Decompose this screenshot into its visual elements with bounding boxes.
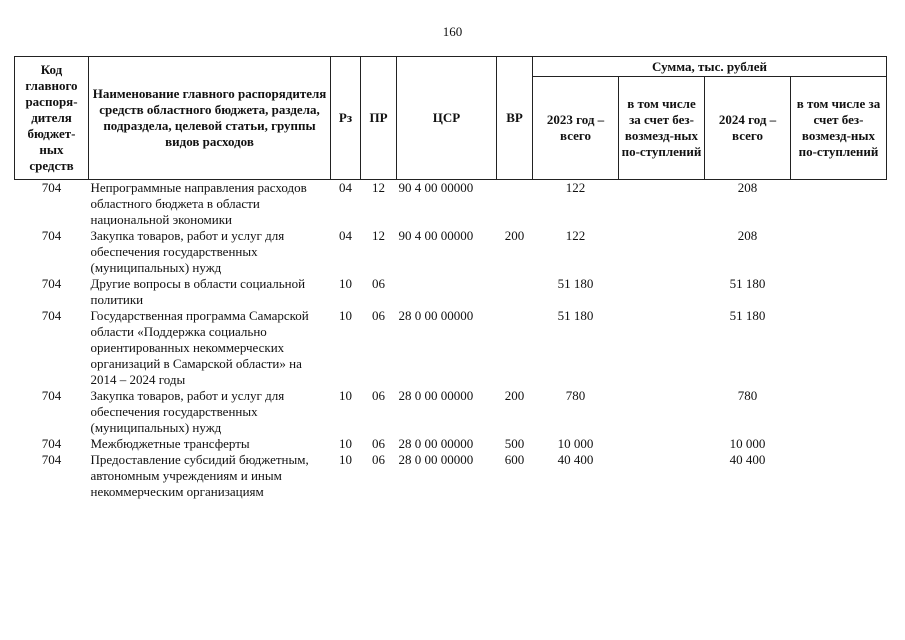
cell-2023-total: 10 000 xyxy=(557,436,594,451)
cell-vr: 200 xyxy=(504,228,525,243)
cell-csr xyxy=(397,276,497,308)
cell-2024-incl xyxy=(791,388,887,436)
page-number: 160 xyxy=(442,24,463,39)
cell-2023-total: 122 xyxy=(565,180,586,195)
cell-vr: 500 xyxy=(504,436,525,451)
cell-name: Межбюджетные трансферты xyxy=(90,436,250,451)
header-2023-total: 2023 год – всего xyxy=(533,77,619,180)
table-row xyxy=(15,180,887,229)
cell-csr: 90 4 00 00000 xyxy=(398,228,474,243)
cell-2024-incl xyxy=(791,276,887,308)
cell-2023-total: 51 180 xyxy=(557,308,594,323)
cell-code: 704 xyxy=(41,276,62,291)
cell-2024-total: 51 180 xyxy=(729,276,766,291)
table-row xyxy=(15,228,887,276)
cell-2024-incl xyxy=(791,452,887,500)
cell-csr: 28 0 00 00000 xyxy=(398,452,474,467)
header-csr: ЦСР xyxy=(397,57,497,180)
table-header xyxy=(15,57,887,180)
cell-code: 704 xyxy=(41,452,62,467)
cell-rz: 04 xyxy=(339,228,352,243)
cell-code: 704 xyxy=(41,180,62,195)
header-2023-incl: в том числе за счет без-возмезд-ных по-ступлений xyxy=(619,77,705,180)
cell-2023-incl xyxy=(619,276,705,308)
cell-name: Предоставление субсидий бюджетным, автономным учреждениям и иным некоммерческим организациям xyxy=(90,452,309,499)
header-2024-incl: в том числе за счет без-возмезд-ных по-ступлений xyxy=(791,77,887,180)
cell-vr: 200 xyxy=(504,388,525,403)
cell-rz: 10 xyxy=(339,436,352,451)
cell-vr xyxy=(497,308,533,388)
cell-pr: 06 xyxy=(372,452,385,467)
cell-name: Закупка товаров, работ и услуг для обеспечения государственных (муниципальных) нужд xyxy=(90,228,285,275)
cell-name: Другие вопросы в области социальной политики xyxy=(90,276,306,307)
cell-rz: 10 xyxy=(339,308,352,323)
cell-code: 704 xyxy=(41,308,62,323)
budget-table xyxy=(14,56,887,500)
cell-2024-incl xyxy=(791,436,887,452)
table-row xyxy=(15,276,887,308)
cell-csr: 28 0 00 00000 xyxy=(398,388,474,403)
cell-rz: 10 xyxy=(339,276,352,291)
cell-pr: 06 xyxy=(372,308,385,323)
cell-2024-total: 208 xyxy=(737,180,758,195)
header-sum-group: Сумма, тыс. рублей xyxy=(533,57,887,77)
cell-rz: 10 xyxy=(339,452,352,467)
cell-name: Непрограммные направления расходов областного бюджета в области национальной экономики xyxy=(90,180,307,227)
cell-2024-total: 208 xyxy=(737,228,758,243)
cell-2023-incl xyxy=(619,180,705,229)
cell-code: 704 xyxy=(41,436,62,451)
cell-csr: 90 4 00 00000 xyxy=(398,180,474,195)
cell-code: 704 xyxy=(41,228,62,243)
cell-rz: 04 xyxy=(339,180,352,195)
cell-2023-incl xyxy=(619,308,705,388)
cell-pr: 06 xyxy=(372,276,385,291)
cell-name: Государственная программа Самарской области «Поддержка социально ориентированных некоммерческих организаций в Самарской области» на 2014 – 2024 годы xyxy=(90,308,309,387)
cell-vr: 600 xyxy=(504,452,525,467)
cell-2024-total: 780 xyxy=(737,388,758,403)
table-row xyxy=(15,436,887,452)
header-pr: ПР xyxy=(361,57,397,180)
cell-2023-total: 51 180 xyxy=(557,276,594,291)
cell-pr: 12 xyxy=(372,180,385,195)
cell-pr: 12 xyxy=(372,228,385,243)
cell-2024-total: 40 400 xyxy=(729,452,766,467)
header-vr: ВР xyxy=(497,57,533,180)
header-2024-total: 2024 год – всего xyxy=(705,77,791,180)
cell-2023-total: 780 xyxy=(565,388,586,403)
cell-2024-incl xyxy=(791,228,887,276)
table-row xyxy=(15,388,887,436)
cell-pr: 06 xyxy=(372,388,385,403)
cell-2024-incl xyxy=(791,308,887,388)
header-rz: Рз xyxy=(331,57,361,180)
cell-2024-total: 10 000 xyxy=(729,436,766,451)
cell-csr: 28 0 00 00000 xyxy=(398,308,474,323)
cell-vr xyxy=(497,180,533,229)
cell-csr: 28 0 00 00000 xyxy=(398,436,474,451)
cell-rz: 10 xyxy=(339,388,352,403)
cell-2023-total: 40 400 xyxy=(557,452,594,467)
cell-2024-incl xyxy=(791,180,887,229)
cell-2023-incl xyxy=(619,436,705,452)
cell-name: Закупка товаров, работ и услуг для обеспечения государственных (муниципальных) нужд xyxy=(90,388,285,435)
table-row xyxy=(15,452,887,500)
header-code: Код главного распоря-дителя бюджет-ных средств xyxy=(15,57,89,180)
cell-2023-total: 122 xyxy=(565,228,586,243)
table-row xyxy=(15,308,887,388)
cell-2024-total: 51 180 xyxy=(729,308,766,323)
cell-pr: 06 xyxy=(372,436,385,451)
table-body xyxy=(15,180,887,501)
cell-2023-incl xyxy=(619,228,705,276)
cell-vr xyxy=(497,276,533,308)
cell-2023-incl xyxy=(619,388,705,436)
cell-code: 704 xyxy=(41,388,62,403)
header-name: Наименование главного распорядителя средств областного бюджета, раздела, подраздела, целевой статьи, группы видов расходов xyxy=(89,57,331,180)
cell-2023-incl xyxy=(619,452,705,500)
